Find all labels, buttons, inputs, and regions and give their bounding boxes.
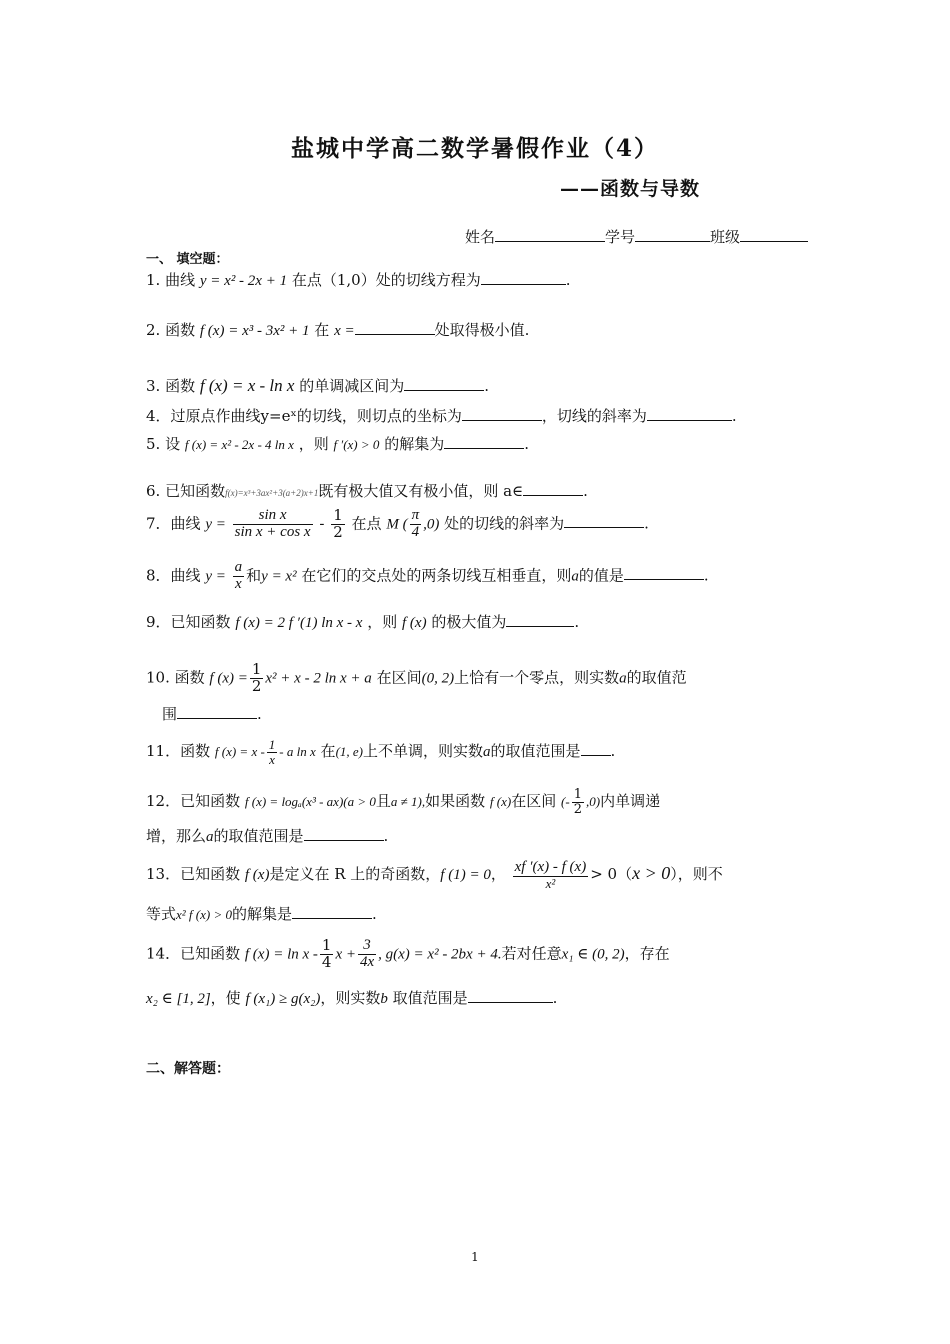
- student-info-line: [465, 226, 808, 247]
- q4-blank-point[interactable]: [462, 406, 542, 421]
- q7-pi-over-4: $\frac{\pi}{4}$: [411, 507, 420, 540]
- q5-text: ，则: [298, 435, 329, 453]
- q11-fraction: $\frac{1}{x}$: [268, 737, 276, 767]
- q3-formula: f (x) = x - ln x: [199, 376, 295, 395]
- question-14: 14．已知函数 f (x) = ln x - $\frac{1}{4}$ x + $\frac{3}{4x}$ , g(x) = x² - 2bx + 4.若对任意x₁ ∈ (0, 2)，存在: [146, 936, 670, 971]
- q2-label: 2. 函数: [146, 321, 196, 339]
- q10-blank[interactable]: [177, 704, 257, 719]
- q7-text: 在点: [351, 514, 382, 533]
- question-7: 7．曲线 y = $\frac{\text{sin x}}{\text{sin x + cos x}}$ - $\frac{1}{2}$ 在点 M ( $\frac{\pi}{4}$ ,0) 处的切线的斜率为 .: [146, 506, 649, 541]
- page-title: 盐城中学高二数学暑假作业（4）: [290, 135, 659, 162]
- question-11: 11．函数 f (x) = x - $\frac{1}{x}$ - a ln x 在(1, e)上不单调，则实数a的取值范围是 .: [146, 737, 616, 767]
- question-10: 10. 函数 f (x) = $\frac{1}{2}$ x² + x - 2 ln x + a 在区间(0, 2)上恰有一个零点，则实数a的取值范: [146, 660, 687, 695]
- q13-label: 13．已知函数: [146, 865, 241, 884]
- id-blank[interactable]: [635, 227, 710, 242]
- q3-text: 的单调减区间为: [299, 377, 405, 395]
- q6-label: 6. 已知函数: [146, 482, 226, 500]
- q5-derivative: f ′(x) > 0: [333, 437, 380, 452]
- q1-text: 在点（1,0）处的切线方程为: [291, 271, 481, 289]
- question-14-line-2: x₂ ∈ [1, 2]，使 f (x₁) ≥ g(x₂)，则实数b 取值范围是 .: [146, 989, 558, 1007]
- q8-formula: y = x²: [261, 568, 297, 585]
- id-label: 学号: [605, 228, 636, 246]
- q5-formula: f (x) = x² - 2x - 4 ln x: [184, 437, 294, 452]
- q4-text-2: ，切线的斜率为: [541, 407, 647, 425]
- page-number: 1: [471, 1250, 479, 1264]
- q1-end: .: [565, 271, 571, 289]
- q13-blank[interactable]: [292, 904, 372, 919]
- question-9: 9．已知函数 f (x) = 2 f ′(1) ln x - x ，则 f (x) 的极大值为 .: [146, 613, 580, 631]
- question-2: [146, 320, 529, 341]
- q8-blank[interactable]: [624, 565, 704, 580]
- q3-label: 3. 函数: [146, 377, 196, 395]
- q1-blank[interactable]: [481, 270, 566, 285]
- q3-end: .: [484, 377, 489, 395]
- question-6: [146, 481, 588, 503]
- q14-fraction-1: $\frac{1}{4}$: [321, 936, 332, 971]
- q9-label: 9．已知函数: [146, 613, 231, 631]
- q7-y: y =: [205, 516, 226, 533]
- q10-formula: x² + x - 2 ln x + a: [265, 670, 372, 687]
- q14-blank[interactable]: [468, 988, 553, 1003]
- section-fill-in: 一、 填空题：: [146, 252, 229, 267]
- q13-fraction: $\frac{xf '(x) - f (x)}{\text{x²}}$: [514, 859, 587, 891]
- question-8: 8．曲线 y = $\frac{a}{x}$ 和y = x² 在它们的交点处的两条切线互相垂直，则a的值是 .: [146, 559, 709, 592]
- q2-formula: f (x) = x³ - 3x² + 1: [199, 323, 310, 339]
- q4-blank-slope[interactable]: [647, 406, 732, 421]
- q5-text-2: 的解集为: [384, 435, 445, 453]
- q12-label: 12．已知函数: [146, 792, 241, 811]
- page-subtitle: ——函数与导数: [560, 178, 701, 200]
- question-10-line-2: 围 .: [162, 705, 262, 723]
- class-blank[interactable]: [740, 227, 808, 242]
- q11-blank[interactable]: [581, 741, 611, 756]
- q12-fraction: $\frac{1}{2}$: [573, 787, 582, 817]
- question-13: 13．已知函数 f (x)是定义在 R 上的奇函数，f (1) = 0， $\frac{xf '(x) - f (x)}{\text{x²}}$ > 0（x > 0），则不: [146, 859, 723, 891]
- question-12-line-2: 增，那么a的取值范围是 .: [146, 827, 389, 845]
- question-3: [146, 376, 489, 396]
- q6-blank[interactable]: [523, 481, 583, 496]
- q7-half: $\frac{1}{2}$: [333, 506, 343, 541]
- q11-label: 11．函数: [146, 742, 211, 761]
- q6-formula: f(x)=x³+3ax²+3(a+2)x+1: [225, 488, 319, 498]
- q5-end: .: [524, 435, 529, 453]
- question-12: 12．已知函数 f (x) = logₐ(x³ - ax)(a > 0且a ≠ 1),如果函数 f (x)在区间 (- $\frac{1}{2}$ ,0)内单调递: [146, 787, 661, 817]
- q10-label: 10. 函数: [146, 668, 205, 687]
- q6-text: 既有极大值又有极小值，则 a∈: [318, 482, 524, 500]
- q2-text-end: 处取得极小值.: [434, 321, 530, 339]
- q1-label: 1. 曲线: [146, 271, 196, 289]
- q9-text: 的极大值为: [431, 613, 507, 631]
- q6-end: .: [583, 482, 588, 500]
- q7-label: 7．曲线: [146, 514, 201, 533]
- q8-fraction: $\frac{a}{x}$: [234, 559, 243, 592]
- q2-blank[interactable]: [355, 320, 435, 335]
- question-13-line-2: 等式x² f (x) > 0的解集是 .: [146, 905, 377, 923]
- class-label: 班级: [710, 228, 741, 246]
- q7-text-2: 处的切线的斜率为: [444, 514, 565, 533]
- name-blank[interactable]: [495, 227, 605, 242]
- q4-text: 4．过原点作曲线y=eˣ的切线，则切点的坐标为: [146, 407, 462, 425]
- q12-formula: f (x) = logₐ(x³ - ax)(a > 0: [244, 794, 376, 810]
- q5-label: 5. 设: [146, 435, 181, 453]
- question-4: [146, 406, 737, 426]
- q14-label: 14．已知函数: [146, 944, 241, 963]
- q9-formula: f (x) = 2 f ′(1) ln x - x: [235, 615, 363, 631]
- q1-formula: y = x² - 2x + 1: [199, 273, 288, 289]
- question-1: [146, 270, 571, 291]
- section-answer: 二、解答题：: [146, 1061, 230, 1077]
- name-label: 姓名: [465, 228, 496, 246]
- q7-blank[interactable]: [564, 513, 644, 528]
- q14-fraction-2: $\frac{3}{4x}$: [359, 937, 375, 970]
- q2-text: 在: [314, 321, 330, 339]
- q4-end: .: [731, 407, 737, 425]
- q8-label: 8．曲线: [146, 566, 201, 585]
- q8-text: 在它们的交点处的两条切线互相垂直，则: [301, 566, 572, 585]
- question-5: [146, 434, 529, 455]
- q2-variable: x =: [334, 323, 355, 339]
- q12-blank[interactable]: [304, 826, 384, 841]
- q10-fraction: $\frac{1}{2}$: [251, 660, 262, 695]
- q3-blank[interactable]: [404, 376, 484, 391]
- q7-fraction: $\frac{\text{sin x}}{\text{sin x + cos x}}$: [234, 507, 311, 540]
- q9-blank[interactable]: [506, 612, 574, 627]
- q7-point: M (: [386, 516, 408, 533]
- q5-blank[interactable]: [444, 434, 524, 449]
- q7-end: .: [644, 514, 649, 533]
